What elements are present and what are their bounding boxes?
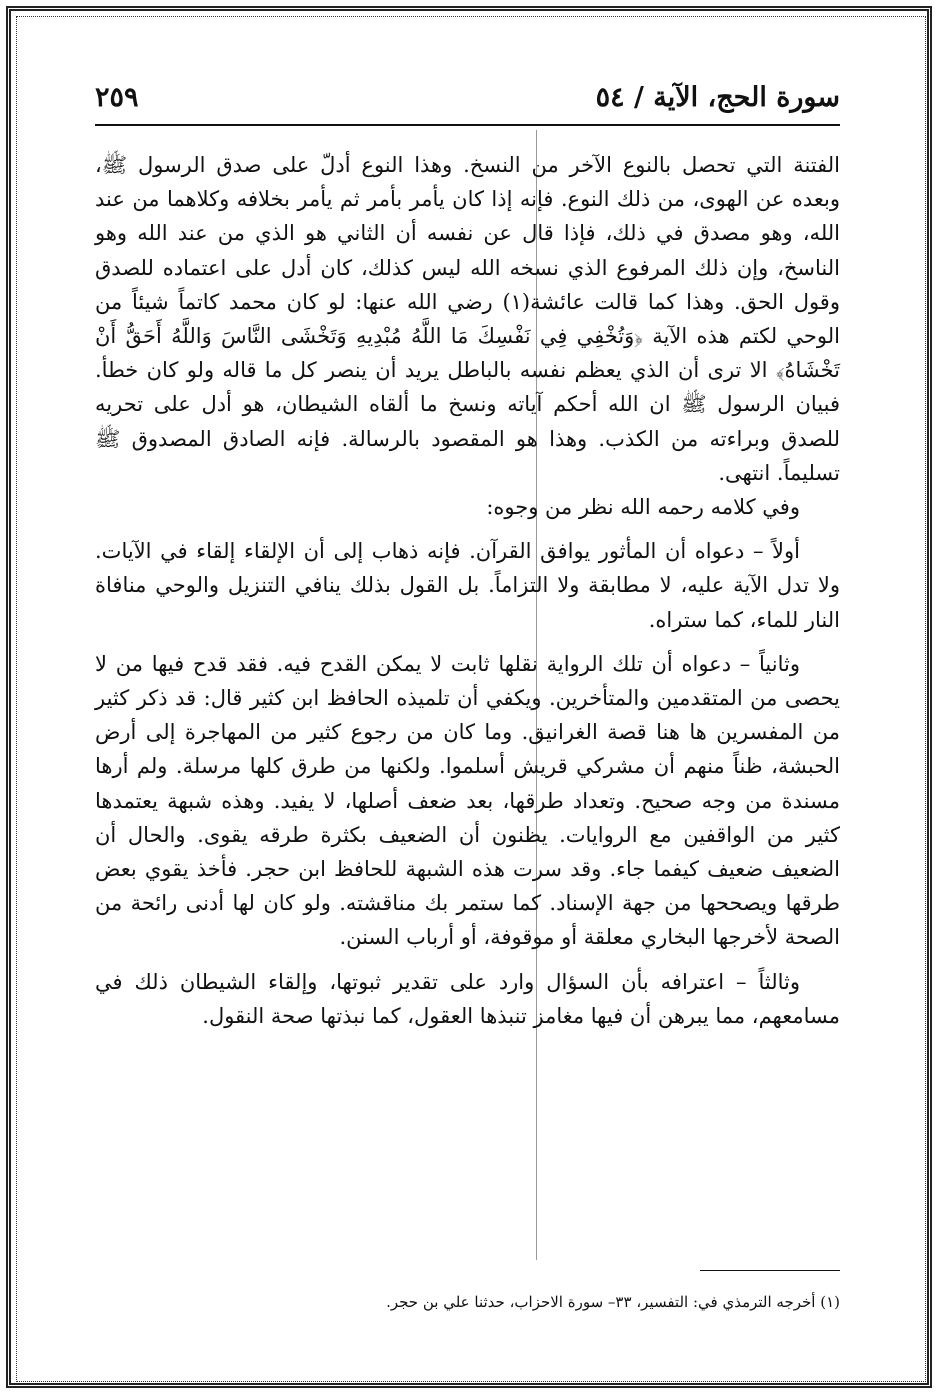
paragraph-3-text: أولاً – دعواه أن المأثور يوافق القرآن. فإنه ذهاب إلى أن الإلقاء إلقاء في الآيات. ولا تدل الآية عليه، لا مطابقة ولا التزاماً. بل القول بذلك ينافي التنزيل والوحي منافاة النار للماء، كما ستراه.	[95, 539, 840, 632]
running-title: سورة الحج، الآية / ٥٤	[595, 82, 840, 113]
paragraph-5-text: وثالثاً – اعترافه بأن السؤال وارد على تقدير ثبوتها، وإلقاء الشيطان ذلك في مسامعهم، مما يبرهن أن فيها مغامز تنبذها العقول، كما نبذتها صحة النقول.	[95, 969, 840, 1028]
paragraph-3	[95, 534, 840, 637]
paragraph-1: الفتنة التي تحصل بالنوع الآخر من النسخ. وهذا النوع أدلّ على صدق الرسول ﷺ، وبعده عن الهوى، من ذلك النوع. فإنه إذا كان يأمر بأمر ثم يأمر بخلافه وكلاهما من عند الله، وهو مصدق في ذلك، فإذا قال عن نفسه أن الثاني هو الذي من عند الله وهو الناسخ، وإن ذلك المرفوع الذي نسخه الله ليس كذلك، كان أدل على اعتماده للصدق وقول الحق. وهذا كما قالت عائشة(١) رضي الله عنها: لو كان محمد كاتماً شيئاً من الوحي لكتم هذه الآية ﴿وَتُخْفِي فِي نَفْسِكَ مَا اللَّهُ مُبْدِيهِ وَتَخْشَى النَّاسَ وَاللَّهُ أَحَقُّ أَنْ تَخْشَاهُ﴾ الا ترى أن الذي يعظم نفسه بالباطل يريد أن ينصر كل ما قاله ولو كان خطأ. فبيان الرسول ﷺ ان الله أحكم آياته ونسخ ما ألقاه الشيطان، هو أدل على تحريه للصدق وبراءته من الكذب. وهذا هو المقصود بالرسالة. فإنه الصادق المصدوق ﷺ تسليماً. انتهى.	[95, 153, 840, 485]
body-text	[95, 148, 840, 1033]
footnote: (١) أخرجه الترمذي في: التفسير، ٣٣– سورة الاحزاب، حدثنا علي بن حجر.	[386, 1293, 840, 1311]
paragraph-4	[95, 647, 840, 955]
page-header	[95, 78, 840, 126]
paragraph-5	[95, 965, 840, 1033]
paragraph-2-text: وفي كلامه رحمه الله نظر من وجوه:	[486, 495, 800, 520]
paragraph-4-text: وثانياً – دعواه أن تلك الرواية نقلها ثابت لا يمكن القدح فيه. فقد قدح فيها من لا يحصى من المتقدمين والمتأخرين. ويكفي أن تلميذه الحافظ ابن كثير قال: قد ذكر كثير من المفسرين ها هنا قصة الغرانيق. وما كان من رجوع كثير من المهاجرة إلى أرض الحبشة، ظناً منهم أن مشركي قريش أسلموا. ولكنها من طرق كلها مرسلة. ولم أرها مسندة من وجه صحيح. وتعداد طرقها، بعد ضعف أصلها، لا يفيد. وهذه شبهة يعتمدها كثير من الواقفين مع الروايات. يظنون أن الضعيف بكثرة طرقه يقوى. والحال أن الضعيف ضعيف كيفما جاء. وقد سرت هذه الشبهة للحافظ ابن حجر. فأخذ يقوي بعض طرقها ويصححها من جهة الإسناد. كما ستمر بك مناقشته. ولو كان لها أدنى رائحة من الصحة لأخرجها البخاري معلقة أو موقوفة، أو أرباب السنن.	[95, 651, 840, 950]
page-number: ٢٥٩	[95, 82, 139, 113]
paragraph-2	[95, 490, 840, 524]
footnote-divider	[700, 1270, 840, 1271]
